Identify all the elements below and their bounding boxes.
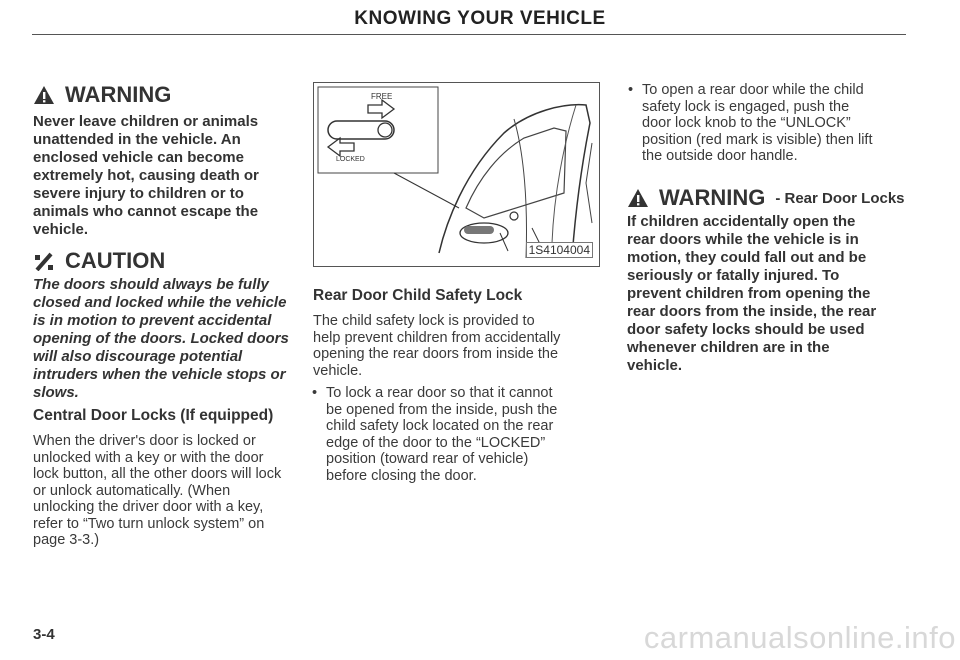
child-lock-illustration [313,82,600,267]
rear-door-warning-heading [627,185,905,211]
caution-text [33,276,289,402]
text-line: To open a rear door while the child [642,82,864,98]
central-locks-text [33,433,281,549]
arrow-left-icon [328,138,354,156]
text-line: unlocking the driver door with a key, [33,499,264,515]
text-line: When the driver's door is locked or [33,433,256,449]
bullet-dot: • [312,385,318,401]
text-line: rear doors while the vehicle is in [627,231,859,248]
text-line: rear doors from the inside, the rear [627,303,877,320]
text-line: is in motion to prevent accidental [33,312,272,329]
warning-triangle-icon [33,85,55,105]
watermark: carmanualsonline.info [643,620,956,655]
text-line: position (red mark is visible) then lift [642,131,873,148]
text-line: opening the rear doors from inside the [313,346,559,362]
text-line: vehicle. [627,357,683,374]
rear-door-warning-text [627,213,876,375]
bullet-dot: • [628,82,634,98]
caution-heading [33,248,165,274]
arrow-right-icon [368,100,394,118]
warning-title: WARNING [659,185,766,210]
text-line: severe injury to children or to [33,185,244,202]
text-line: whenever children are in the [627,339,830,356]
text-line: animals who cannot escape the [33,203,259,220]
unlock-bullet [628,82,873,165]
caution-title: CAUTION [65,248,166,273]
free-label: FREE [371,92,393,101]
text-line: seriously or fatally injured. To [627,267,840,284]
text-line: help prevent children from accidentally [313,329,561,346]
page-number: 3-4 [33,626,55,643]
page-header-title: KNOWING YOUR VEHICLE [354,8,606,29]
text-line: door safety locks should be used [627,321,865,338]
header-rule [32,34,906,35]
central-locks-heading: Central Door Locks (If equipped) [33,407,274,424]
text-line: before closing the door. [326,467,477,484]
text-line: safety lock is engaged, push the [642,98,850,115]
text-line: the outside door handle. [642,148,798,164]
lock-bullet [312,385,558,484]
text-line: will also discourage potential [33,348,243,365]
text-line: lock button, all the other doors will lock [33,466,282,482]
text-line: be opened from the inside, push the [326,401,558,418]
text-line: intruders when the vehicle stops or [33,366,286,383]
text-line: prevent children from opening the [627,285,871,302]
text-line: slows. [33,384,79,401]
text-line: opening of the doors. Locked doors [33,330,289,347]
text-line: To lock a rear door so that it cannot [326,385,553,401]
warning-title: WARNING [65,82,172,107]
warning-subtitle: - Rear Door Locks [775,189,905,207]
child-lock-heading: Rear Door Child Safety Lock [313,287,523,304]
text-line: position (toward rear of vehicle) [326,451,529,467]
text-line: vehicle. [33,221,89,238]
text-line: unlocked with a key or with the door [33,449,264,466]
child-lock-text [313,313,560,379]
text-line: motion, they could fall out and be [627,249,867,266]
text-line: If children accidentally open the [627,213,856,230]
warning-heading [33,82,171,108]
text-line: refer to “Two turn unlock system” on [33,515,265,532]
door-illustration-drawing [314,83,599,266]
text-line: closed and locked while the vehicle [33,294,287,311]
text-line: Never leave children or animals [33,113,259,130]
figure-code: 1S4104004 [526,242,593,258]
text-line: edge of the door to the “LOCKED” [326,434,546,451]
text-line: vehicle. [313,362,363,379]
text-line: child safety lock located on the rear [326,418,554,434]
warning-text [33,113,259,239]
caution-slash-icon [33,251,55,271]
text-line: page 3-3.) [33,532,100,548]
locked-label: LOCKED [336,156,365,163]
text-line: The doors should always be fully [33,276,269,293]
text-line: The child safety lock is provided to [313,313,535,329]
text-line: extremely hot, causing death or [33,167,259,184]
text-line: door lock knob to the “UNLOCK” [642,115,851,131]
text-line: unattended in the vehicle. An [33,131,241,148]
warning-triangle-icon [627,188,649,208]
text-line: or unlock automatically. (When [33,482,231,499]
text-line: enclosed vehicle can become [33,149,244,166]
